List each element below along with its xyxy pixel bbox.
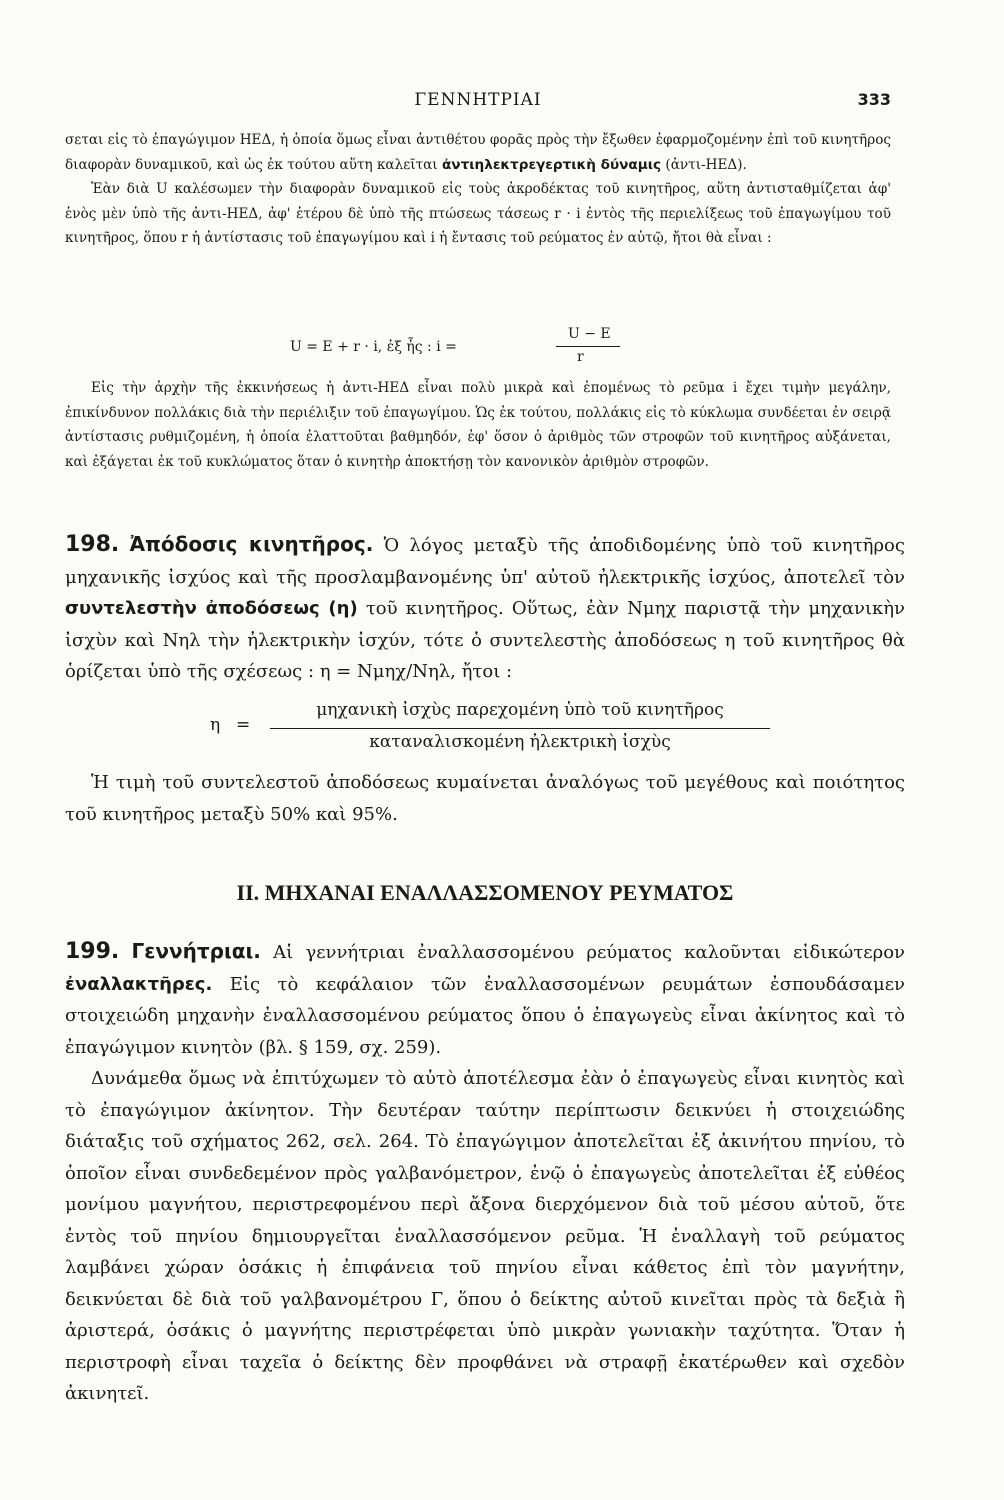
page-number: 333 xyxy=(857,90,891,109)
section-198-after-paragraph: Ἡ τιμὴ τοῦ συντελεστοῦ ἀποδόσεως κυμαίνεται ἀναλόγως τοῦ μεγέθους καὶ ποιότητος τοῦ κινητῆρος μεταξὺ 50% καὶ 95%. xyxy=(65,772,905,825)
formula-efficiency-eta: η xyxy=(210,715,221,735)
intro-paragraph-2: Ἐὰν διὰ U καλέσωμεν τὴν διαφορὰν δυναμικοῦ εἰς τοὺς ἀκροδέκτας τοῦ κινητῆρος, αὕτη ἀντισταθμίζεται ἀφ' ἑνὸς μὲν ὑπὸ τῆς ἀντι-ΗΕΔ, ἀφ' ἑτέρου δὲ ὑπὸ τῆς πτώσεως τάσεως r · i ἐντὸς τῆς περιελίξεως τοῦ ἐπαγωγίμου τοῦ κινητῆρος, ὅπου r ἡ ἀντίστασις τοῦ ἐπαγωγίμου καὶ i ἡ ἔντασις τοῦ ρεύματος ἐν αὐτῷ, ἤτοι θὰ εἶναι : xyxy=(65,181,891,247)
intro-paragraph-3: Εἰς τὴν ἀρχὴν τῆς ἐκκινήσεως ἡ ἀντι-ΗΕΔ εἶναι πολὺ μικρὰ καὶ ἐπομένως τὸ ρεῦμα i ἔχει τιμὴν μεγάλην, ἐπικίνδυνον πολλάκις διὰ τὴν περιέλιξιν τοῦ ἐπαγωγίμου. Ὡς ἐκ τούτου, πολλάκις εἰς τὸ κύκλωμα συνδέεται ἐν σειρᾷ ἀντίστασις ρυθμιζομένη, ἡ ὁποία ἐλαττοῦται βαθμηδόν, ἐφ' ὅσον ὁ ἀριθμὸς τῶν στροφῶν τοῦ κινητῆρος αὐξάνεται, καὶ ἐξάγεται ἐκ τοῦ κυκλώματος ὅταν ὁ κινητὴρ ἀποκτήσῃ τὸν κανονικὸν ἀριθμὸν στροφῶν. xyxy=(65,380,891,470)
section-199-bold-term: ἐναλλακτῆρες. xyxy=(65,973,213,995)
intro-p1-tail: (ἀντι-ΗΕΔ). xyxy=(665,156,747,173)
formula-current-numerator: U − E xyxy=(568,326,611,342)
section-198-text-b: τοῦ κινητῆρος. Οὕτως, ἐὰν Nμηχ παριστᾷ τὴν μηχανικὴν ἰσχὺν καὶ Nηλ τὴν ἠλεκτρικὴν ἰσχύν, τότε ὁ συντελεστὴς ἀποδόσεως η τοῦ κινητῆρος θὰ ὁρίζεται ὑπὸ τῆς σχέσεως : η = Nμηχ/Nηλ, ἤτοι : xyxy=(65,598,905,682)
section-198 xyxy=(65,529,905,688)
formula-current-fraction-bar xyxy=(556,346,620,347)
section-199-text-a: Αἱ γεννήτριαι ἐναλλασσομένου ρεύματος καλοῦνται εἰδικώτερον xyxy=(273,942,905,963)
section-198-title: Ἀπόδοσις κινητῆρος. xyxy=(129,532,374,556)
section-198-bold-term: συντελεστὴν ἀποδόσεως (η) xyxy=(65,598,358,619)
formula-efficiency-numerator: μηχανικὴ ἰσχὺς παρεχομένη ὑπὸ τοῦ κινητῆρος xyxy=(316,700,724,720)
intro-paragraph-1 xyxy=(65,128,891,177)
formula-current-left: U = E + r · i, ἐξ ἧς : i = xyxy=(290,339,457,355)
section-198-after xyxy=(65,767,905,830)
part-2-heading: ΙΙ. ΜΗΧΑΝΑΙ ΕΝΑΛΛΑΣΣΟΜΕΝΟΥ ΡΕΥΜΑΤΟΣ xyxy=(236,880,734,905)
formula-current-denominator: r xyxy=(577,349,584,365)
running-title: ΓΕΝΝΗΤΡΙΑΙ xyxy=(414,90,542,110)
section-199-paragraph-2: Δυνάμεθα ὅμως νὰ ἐπιτύχωμεν τὸ αὐτὸ ἀποτέλεσμα ἐὰν ὁ ἐπαγωγεὺς εἶναι κινητὸς καὶ τὸ ἐπαγώγιμον ἀκίνητον. Τὴν δευτέραν ταύτην περίπτωσιν δεικνύει ἡ στοιχειώδης διάταξις τοῦ σχήματος 262, σελ. 264. Τὸ ἐπαγώγιμον ἀποτελεῖται ἐξ ἀκινήτου πηνίου, τὸ ὁποῖον εἶναι συνδεδεμένον πρὸς γαλβανόμετρον, ἐνῷ ὁ ἐπαγωγεὺς ἀποτελεῖται ἐξ εὐθέος μονίμου μαγνήτου, περιστρεφομένου περὶ ἄξονα διερχόμενον διὰ τοῦ μέσου αὐτοῦ, ὅτε ἐντὸς τοῦ πηνίου δημιουργεῖται ἐναλλασσόμενον ρεῦμα. Ἡ ἐναλλαγὴ τοῦ ρεύματος λαμβάνει χώραν ὁσάκις ἡ ἐπιφάνεια τοῦ πηνίου εἶναι κάθετος ἐπὶ τὸν μαγνήτην, δεικνύεται δὲ διὰ τοῦ γαλβανομέτρου Γ, ὅπου ὁ δείκτης αὐτοῦ κινεῖται πρὸς τὰ δεξιὰ ἢ ἀριστερά, ὁσάκις ὁ μαγνήτης περιστρέφεται ὑπὸ μικρὰν γωνιακὴν ταχύτητα. Ὅταν ἡ περιστροφὴ εἶναι ταχεῖα ὁ δείκτης δὲν προφθάνει νὰ στραφῇ ἑκατέρωθεν καὶ σχεδὸν ἀκινητεῖ. xyxy=(65,1068,905,1404)
section-198-number: 198. xyxy=(65,532,120,557)
section-198-text-a: Ὁ λόγος μεταξὺ τῆς ἀποδιδομένης ὑπὸ τοῦ κινητῆρος μηχανικῆς ἰσχύος καὶ τῆς προσλαμβανομένης ὑπ' αὐτοῦ ἠλεκτρικῆς ἰσχύος, ἀποτελεῖ τὸν xyxy=(65,535,905,588)
formula-efficiency-equals: = xyxy=(236,715,251,735)
section-198-paragraph xyxy=(65,529,905,688)
formula-current xyxy=(290,326,670,370)
formula-efficiency xyxy=(210,700,770,760)
formula-efficiency-fraction-bar xyxy=(270,728,770,729)
intro-p1-bold-term: ἀντιηλεκτρεγερτικὴ δύναμις xyxy=(441,156,662,173)
intro-block-bottom xyxy=(65,376,891,474)
section-199-paragraph-1 xyxy=(65,936,905,1063)
section-199-text-b: Εἰς τὸ κεφάλαιον τῶν ἐναλλασσομένων ρευμάτων ἐσπουδάσαμεν στοιχειώδη μηχανὴν ἐναλλασσομένου ρεύματος ὅπου ὁ ἐπαγωγεὺς εἶναι ἀκίνητος καὶ τὸ ἐπαγώγιμον κινητὸν (βλ. § 159, σχ. 259). xyxy=(65,973,905,1058)
section-199 xyxy=(65,936,905,1410)
intro-p1-text: σεται εἰς τὸ ἐπαγώγιμον ΗΕΔ, ἡ ὁποία ὅμως εἶναι ἀντιθέτου φορᾶς πρὸς τὴν ἔξωθεν ἐφαρμοζομένην ἐπὶ τοῦ κινητῆρος διαφορὰν δυναμικοῦ, καὶ ὡς ἐκ τούτου αὕτη καλεῖται xyxy=(65,132,891,173)
section-199-title: Γεννήτριαι. xyxy=(131,939,261,963)
intro-block-top xyxy=(65,128,891,251)
section-199-number: 199. xyxy=(65,939,120,964)
formula-efficiency-denominator: καταναλισκομένη ἠλεκτρικὴ ἰσχὺς xyxy=(369,732,671,752)
running-header xyxy=(65,90,891,116)
